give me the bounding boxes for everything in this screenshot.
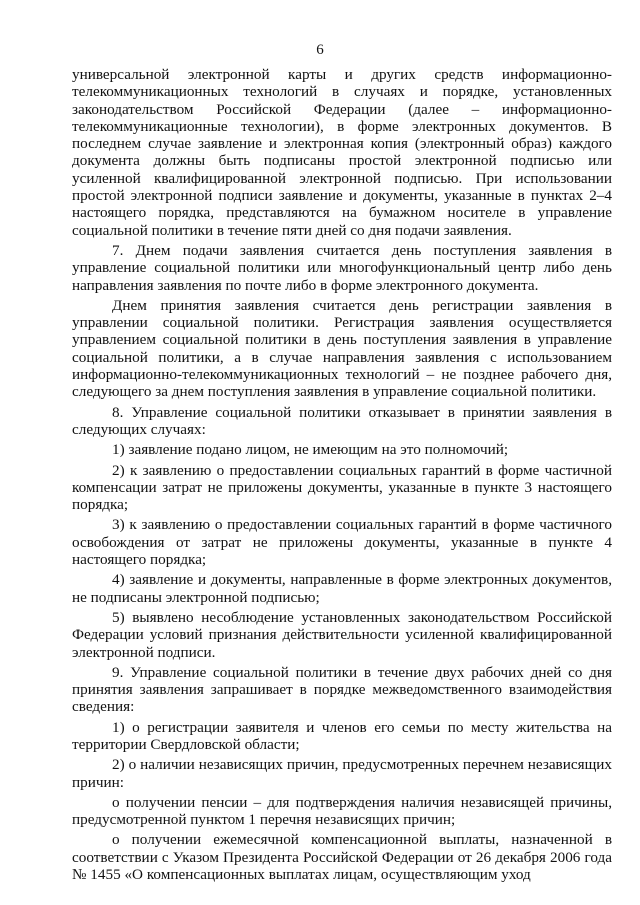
sub-item-compensation: о получении ежемесячной компенсационной выплаты, назначенной в соответствии с Указом Президента Российской Федерации от 26 декабря 2006 года № 1455 «О компенсационных выплатах лицам, осуществляющим уход [72, 831, 612, 884]
list-item-8-5: 5) выявлено несоблюдение установленных законодательством Российской Федерации условий признания действительности усиленной квалифицированной электронной подписи. [72, 608, 612, 661]
list-item-9-2: 2) о наличии независящих причин, предусмотренных перечнем независящих причин: [72, 756, 612, 791]
list-item-8-1: 1) заявление подано лицом, не имеющим на это полномочий; [112, 441, 509, 459]
list-item-8-4: 4) заявление и документы, направленные в форме электронных документов, не подписаны электронной подписью; [72, 571, 612, 606]
list-item-8-3: 3) к заявлению о предоставлении социальных гарантий в форме частичного освобождения от затрат не приложены документы, указанные в пункте 4 настоящего порядка; [72, 516, 612, 569]
paragraph-continuation: универсальной электронной карты и других средств информационно-телекоммуникационных технологий в случаях и порядке, установленных законодательством Российской Федерации (далее – информационно-телекоммуникационные технологии), в форме электронных документов. В последнем случае заявление и электронная копия (электронный образ) каждого документа должны быть подписаны простой электронной подписью или усиленной квалифицированной электронной подписью. При использовании простой электронной подписи заявление и документы, указанные в пунктах 2–4 настоящего порядка, представляются на бумажном носителе в управление социальной политики в течение пяти дней со дня подачи заявления. [72, 66, 612, 239]
paragraph-acceptance-day: Днем принятия заявления считается день регистрации заявления в управлении социальной политики. Регистрация заявления осуществляется управлением социальной политики в день поступления заявления в управление социальной политики, а в случае направления заявления с использованием информационно-телекоммуникационных технологий – не позднее рабочего дня, следующего за днем поступления заявления в управление социальной политики. [72, 296, 612, 401]
paragraph-item-9: 9. Управление социальной политики в течение двух рабочих дней со дня принятия заявления запрашивает в порядке межведомственного взаимодействия сведения: [72, 663, 612, 716]
sub-item-pension: о получении пенсии – для подтверждения наличия независящей причины, предусмотренной пунктом 1 перечня независящих причин; [72, 793, 612, 829]
paragraph-item-7: 7. Днем подачи заявления считается день поступления заявления в управление социальной политики или многофункциональный центр либо день направления заявления по почте либо в форме электронного документа. [72, 241, 612, 294]
list-item-9-1: 1) о регистрации заявителя и членов его семьи по месту жительства на территории Свердловской области; [72, 718, 612, 753]
document-body [72, 66, 612, 886]
page-number: 6 [316, 42, 324, 58]
list-item-8-2: 2) к заявлению о предоставлении социальных гарантий в форме частичной компенсации затрат не приложены документы, указанные в пункте 3 настоящего порядка; [72, 461, 612, 514]
paragraph-item-8: 8. Управление социальной политики отказывает в принятии заявления в следующих случаях: [72, 403, 612, 438]
